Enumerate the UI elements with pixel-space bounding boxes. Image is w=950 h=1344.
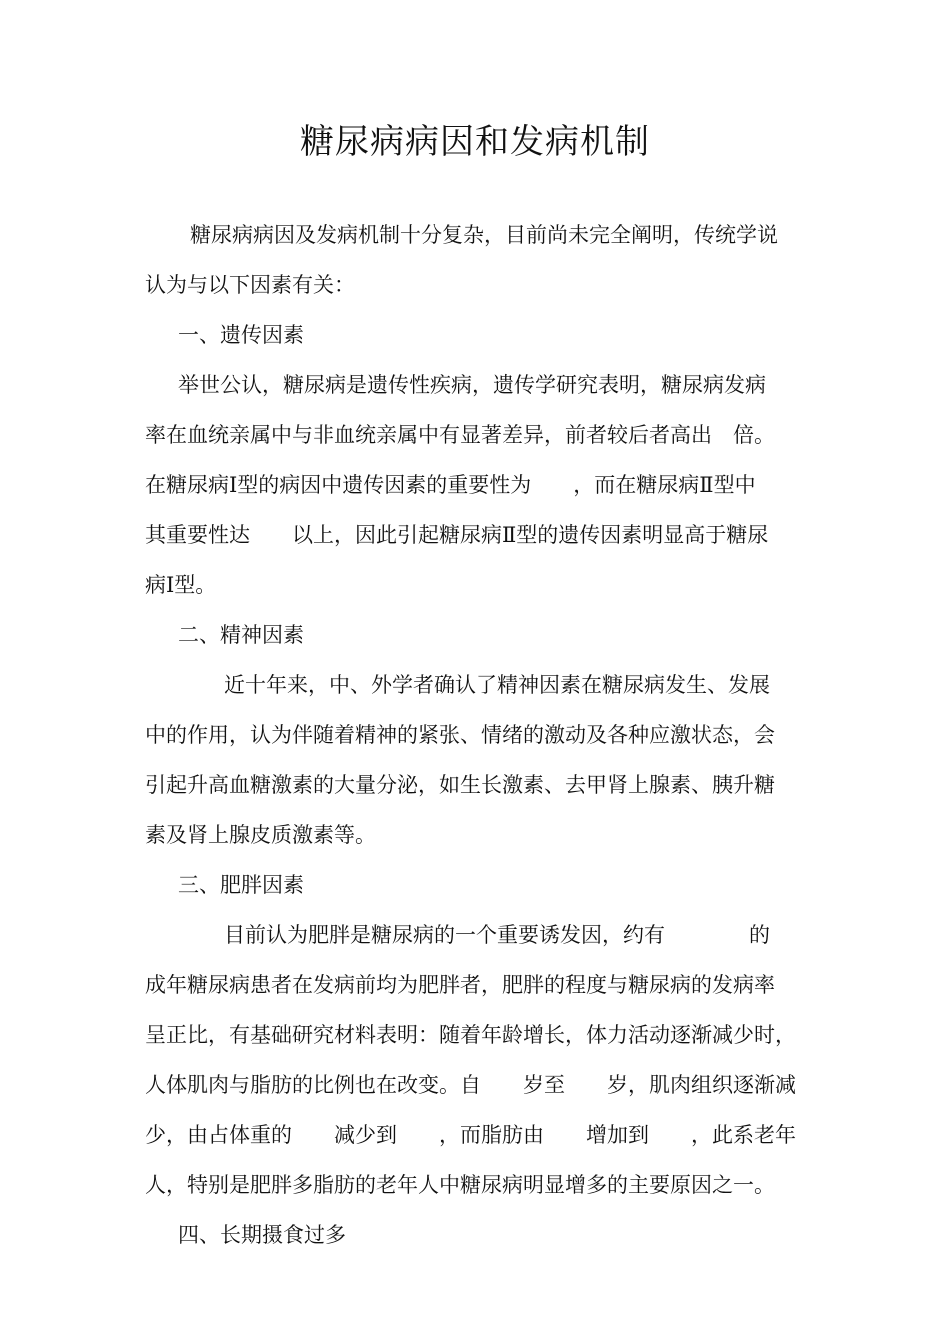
paragraph-line <box>145 570 810 600</box>
paragraph-line <box>145 820 810 850</box>
line-text: 率在血统亲属中与非血统亲属中有显著差异，前者较后者高出 倍。 <box>145 423 775 447</box>
line-text: 二、精神因素 <box>178 623 304 647</box>
line-text: 举世公认，糖尿病是遗传性疾病，遗传学研究表明，糖尿病发病 <box>178 373 766 397</box>
line-text: 中的作用，认为伴随着精神的紧张、情绪的激动及各种应激状态，会 <box>145 723 775 747</box>
document-title: 糖尿病病因和发病机制 <box>300 122 650 162</box>
paragraph-line <box>224 670 810 700</box>
paragraph-line <box>145 970 810 1000</box>
section-heading-overeating <box>178 1220 843 1250</box>
line-text: 素及肾上腺皮质激素等。 <box>145 823 376 847</box>
line-text: 成年糖尿病患者在发病前均为肥胖者，肥胖的程度与糖尿病的发病率 <box>145 973 775 997</box>
paragraph-line <box>145 720 810 750</box>
line-text: 少，由占体重的 减少到 ，而脂肪由 增加到 ，此系老年 <box>145 1123 796 1147</box>
line-text: 引起升高血糖激素的大量分泌，如生长激素、去甲肾上腺素、胰升糖 <box>145 773 775 797</box>
paragraph-line <box>145 1070 810 1100</box>
line-text: 四、长期摄食过多 <box>178 1223 346 1247</box>
paragraph-line <box>145 470 810 500</box>
line-text: 人体肌肉与脂肪的比例也在改变。自 岁至 岁，肌肉组织逐渐减 <box>145 1073 796 1097</box>
paragraph-line <box>145 520 810 550</box>
line-text: 近十年来，中、外学者确认了精神因素在糖尿病发生、发展 <box>224 673 770 697</box>
line-text: 三、肥胖因素 <box>178 873 304 897</box>
paragraph-line <box>145 1120 810 1150</box>
section-heading-genetic <box>178 320 843 350</box>
line-text: 人，特别是肥胖多脂肪的老年人中糖尿病明显增多的主要原因之一。 <box>145 1173 775 1197</box>
line-text: 一、遗传因素 <box>178 323 304 347</box>
line-text: 糖尿病病因及发病机制十分复杂，目前尚未完全阐明，传统学说 <box>190 223 778 247</box>
paragraph-line <box>145 1170 810 1200</box>
paragraph-line <box>224 920 810 950</box>
section-heading-mental <box>178 620 843 650</box>
line-text: 其重要性达 以上，因此引起糖尿病Ⅱ型的遗传因素明显高于糖尿 <box>145 523 769 547</box>
line-text: 呈正比，有基础研究材料表明：随着年龄增长，体力活动逐渐减少时， <box>145 1023 796 1047</box>
line-text: 目前认为肥胖是糖尿病的一个重要诱发因，约有 的 <box>224 923 770 947</box>
paragraph-line <box>190 220 810 250</box>
paragraph-line <box>145 1020 810 1050</box>
paragraph-line <box>178 370 810 400</box>
paragraph-line <box>145 270 810 300</box>
paragraph-line <box>145 420 810 450</box>
line-text: 在糖尿病Ⅰ型的病因中遗传因素的重要性为 ，而在糖尿病Ⅱ型中 <box>145 473 756 497</box>
line-text: 病Ⅰ型。 <box>145 573 217 597</box>
line-text: 认为与以下因素有关： <box>145 273 355 297</box>
paragraph-line <box>145 770 810 800</box>
section-heading-obesity <box>178 870 843 900</box>
